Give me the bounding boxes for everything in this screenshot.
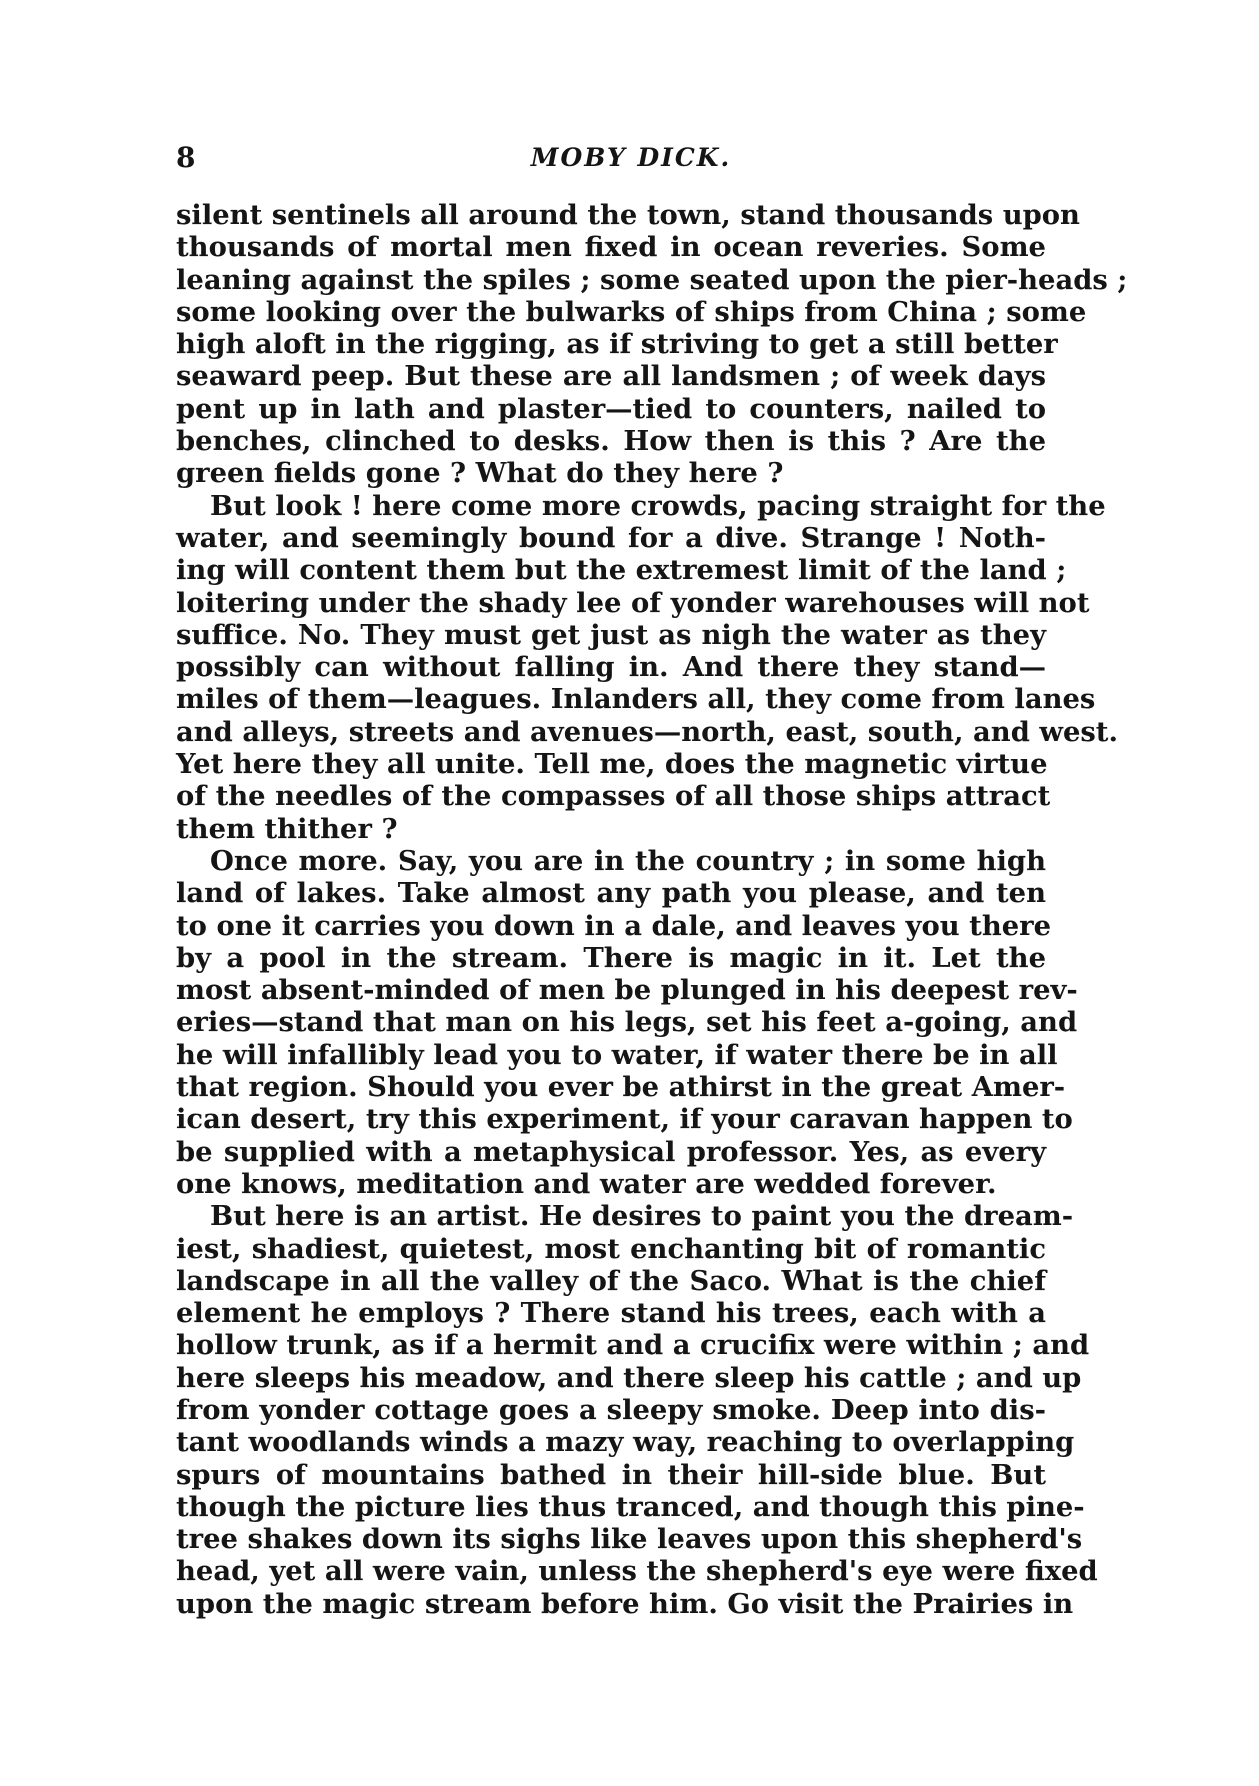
- text-line: here sleeps his meadow, and there sleep his cattle ; and up: [176, 1361, 1082, 1394]
- text-line: that region. Should you ever be athirst in the great Amer-: [176, 1071, 1066, 1104]
- text-line: high aloft in the rigging, as if striving to get a still better: [176, 328, 1058, 361]
- text-line: most absent-minded of men be plunged in his deepest rev-: [176, 974, 1078, 1007]
- paragraph: [176, 489, 1118, 845]
- text-line: iest, shadiest, quietest, most enchanting bit of romantic: [176, 1232, 1046, 1265]
- text-line: though the picture lies thus tranced, and though this pine-: [176, 1490, 1085, 1523]
- text-line: and alleys, streets and avenues—north, east, south, and west.: [176, 715, 1118, 748]
- text-line: Yet here they all unite. Tell me, does the magnetic virtue: [176, 748, 1048, 781]
- text-line: from yonder cottage goes a sleepy smoke. Deep into dis-: [176, 1393, 1046, 1426]
- text-line: element he employs ? There stand his trees, each with a: [176, 1297, 1046, 1330]
- text-line: But here is an artist. He desires to paint you the dream-: [210, 1200, 1074, 1233]
- text-line: Once more. Say, you are in the country ; in some high: [210, 844, 1046, 877]
- text-line: pent up in lath and plaster—tied to counters, nailed to: [176, 392, 1046, 425]
- text-line: ing will content them but the extremest limit of the land ;: [176, 554, 1067, 587]
- text-line: spurs of mountains bathed in their hill-side blue. But: [176, 1458, 1046, 1491]
- text-line: he will infallibly lead you to water, if water there be in all: [176, 1038, 1058, 1071]
- text-line: thousands of mortal men fixed in ocean reveries. Some: [176, 231, 1046, 264]
- paragraph: [176, 844, 1078, 1200]
- text-line: one knows, meditation and water are wedded forever.: [176, 1167, 997, 1200]
- paragraph: [176, 1200, 1098, 1620]
- text-line: upon the magic stream before him. Go visit the Prairies in: [176, 1587, 1074, 1620]
- text-line: of the needles of the compasses of all those ships attract: [176, 780, 1051, 813]
- text-line: landscape in all the valley of the Saco. What is the chief: [176, 1264, 1046, 1297]
- book-title: MOBY DICK.: [530, 143, 732, 172]
- text-line: be supplied with a metaphysical professor. Yes, as every: [176, 1135, 1046, 1168]
- running-head: [176, 138, 1046, 178]
- text-line: miles of them—leagues. Inlanders all, they come from lanes: [176, 683, 1096, 716]
- text-line: by a pool in the stream. There is magic in it. Let the: [176, 941, 1046, 974]
- text-line: green fields gone ? What do they here ?: [176, 457, 784, 490]
- text-line: some looking over the bulwarks of ships from China ; some: [176, 295, 1087, 328]
- text-line: leaning against the spiles ; some seated upon the pier-heads ;: [176, 263, 1128, 296]
- text-line: benches, clinched to desks. How then is this ? Are the: [176, 425, 1046, 458]
- text-line: loitering under the shady lee of yonder warehouses will not: [176, 586, 1090, 619]
- text-line: tant woodlands winds a mazy way, reaching to overlapping: [176, 1426, 1075, 1459]
- body-text: [176, 199, 1128, 1620]
- text-line: tree shakes down its sighs like leaves upon this shepherd's: [176, 1523, 1083, 1556]
- paragraph: [176, 199, 1128, 490]
- text-line: hollow trunk, as if a hermit and a crucifix were within ; and: [176, 1329, 1090, 1362]
- text-line: silent sentinels all around the town, stand thousands upon: [176, 199, 1080, 231]
- text-line: to one it carries you down in a dale, and leaves you there: [176, 909, 1052, 942]
- text-line: head, yet all were vain, unless the shepherd's eye were fixed: [176, 1555, 1098, 1588]
- text-line: ican desert, try this experiment, if your caravan happen to: [176, 1103, 1073, 1136]
- page-number: 8: [176, 141, 196, 174]
- text-line: seaward peep. But these are all landsmen ; of week days: [176, 360, 1046, 393]
- text-line: suffice. No. They must get just as nigh the water as they: [176, 618, 1046, 651]
- text-line: them thither ?: [176, 812, 398, 845]
- text-line: But look ! here come more crowds, pacing straight for the: [210, 489, 1106, 522]
- text-line: water, and seemingly bound for a dive. Strange ! Noth-: [176, 521, 1046, 554]
- text-line: possibly can without falling in. And there they stand—: [176, 651, 1046, 684]
- text-line: eries—stand that man on his legs, set his feet a-going, and: [176, 1006, 1078, 1039]
- text-line: land of lakes. Take almost any path you please, and ten: [176, 877, 1046, 910]
